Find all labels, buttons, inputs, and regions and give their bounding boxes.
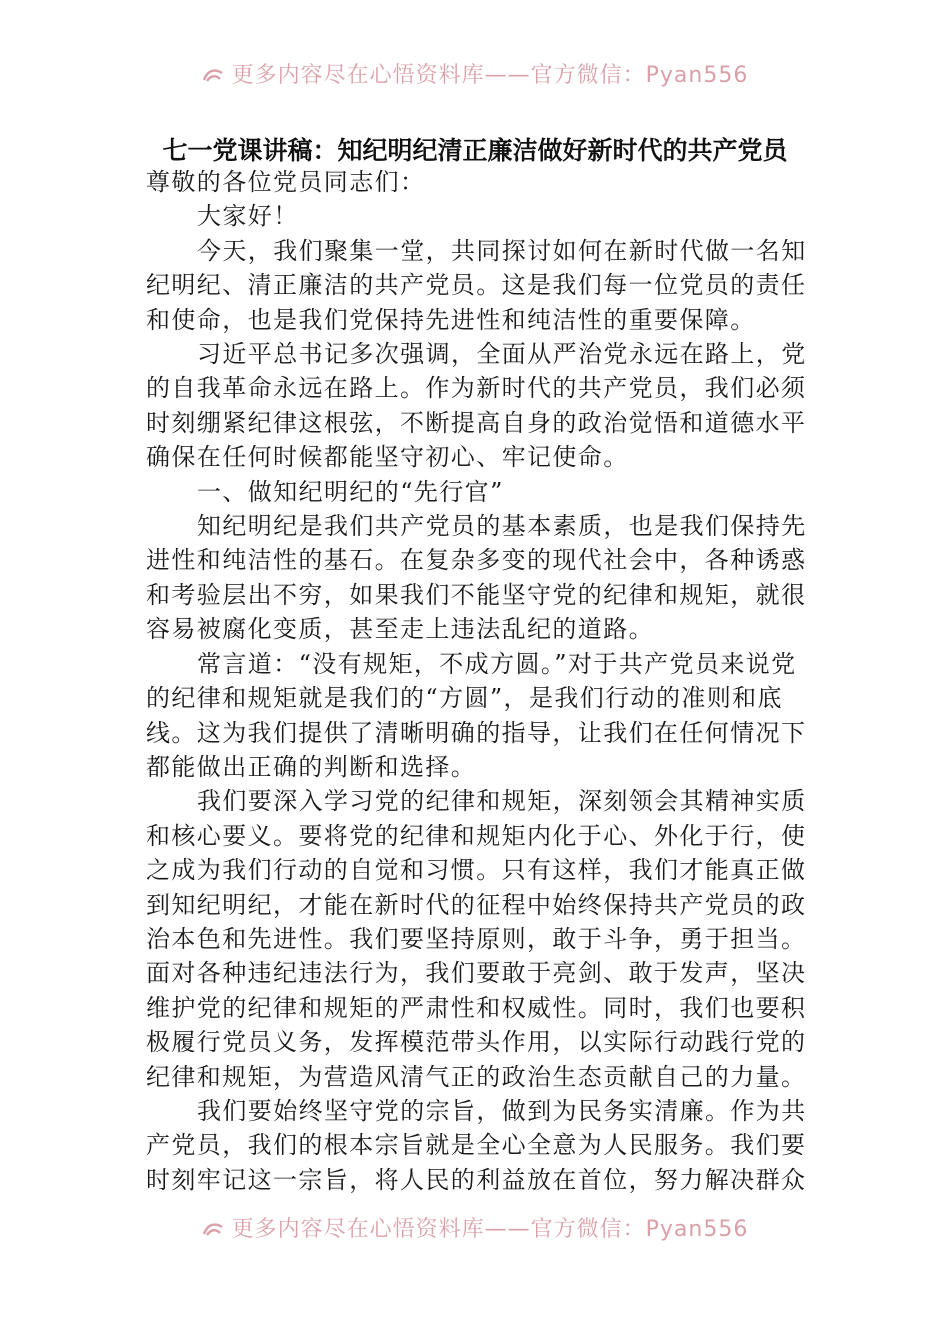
paragraph: 我们要深入学习党的纪律和规矩，深刻领会其精神实质和核心要义。要将党的纪律和规矩内化于心、外化于行，使之成为我们行动的自觉和习惯。只有这样，我们才能真正做到知纪明纪，才能在新时代的征程中始终保持共产党员的政治本色和先进性。我们要坚持原则，敢于斗争，勇于担当。面对各种违纪违法行为，我们要敢于亮剑、敢于发声，坚决维护党的纪律和规矩的严肃性和权威性。同时，我们也要积极履行党员义务，发挥模范带头作用，以实际行动践行党的纪律和规矩，为营造风清气正的政治生态贡献自己的力量。 (146, 787, 807, 1091)
watermark-logo-icon (202, 1221, 224, 1237)
document-body (146, 165, 808, 1197)
paragraph: 我们要始终坚守党的宗旨，做到为民务实清廉。作为共产党员，我们的根本宗旨就是全心全意为人民服务。我们要时刻牢记这一宗旨，将人民的利益放在首位，努力解决群众 (146, 1096, 807, 1194)
watermark-footer (0, 1212, 950, 1243)
watermark-text: 更多内容尽在心悟资料库——官方微信：Pyan556 (231, 1217, 749, 1242)
document-title: 七一党课讲稿：知纪明纪清正廉洁做好新时代的共产党员 (162, 136, 788, 165)
salutation: 尊敬的各位党员同志们： (146, 168, 426, 196)
section-heading: 一、做知纪明纪的“先行官” (197, 477, 504, 506)
watermark-header (0, 58, 950, 89)
paragraph: 今天，我们聚集一堂，共同探讨如何在新时代做一名知纪明纪、清正廉洁的共产党员。这是我们每一位党员的责任和使命，也是我们党保持先进性和纯洁性的重要保障。 (146, 236, 807, 334)
paragraph-greeting: 大家好！ (197, 202, 299, 231)
watermark-logo-icon (202, 67, 224, 83)
paragraph: 常言道：“没有规矩，不成方圆。”对于共产党员来说党的纪律和规矩就是我们的“方圆”，是我们行动的准则和底线。这为我们提供了清晰明确的指导，让我们在任何情况下都能做出正确的判断和选择。 (146, 649, 807, 781)
paragraph: 知纪明纪是我们共产党员的基本素质，也是我们保持先进性和纯洁性的基石。在复杂多变的现代社会中，各种诱惑和考验层出不穷，如果我们不能坚守党的纪律和规矩，就很容易被腐化变质，甚至走上违法乱纪的道路。 (146, 512, 807, 644)
watermark-text: 更多内容尽在心悟资料库——官方微信：Pyan556 (231, 63, 749, 88)
paragraph: 习近平总书记多次强调，全面从严治党永远在路上，党的自我革命永远在路上。作为新时代的共产党员，我们必须时刻绷紧纪律这根弦，不断提高自身的政治觉悟和道德水平确保在任何时候都能坚守初心、牢记使命。 (146, 340, 807, 472)
